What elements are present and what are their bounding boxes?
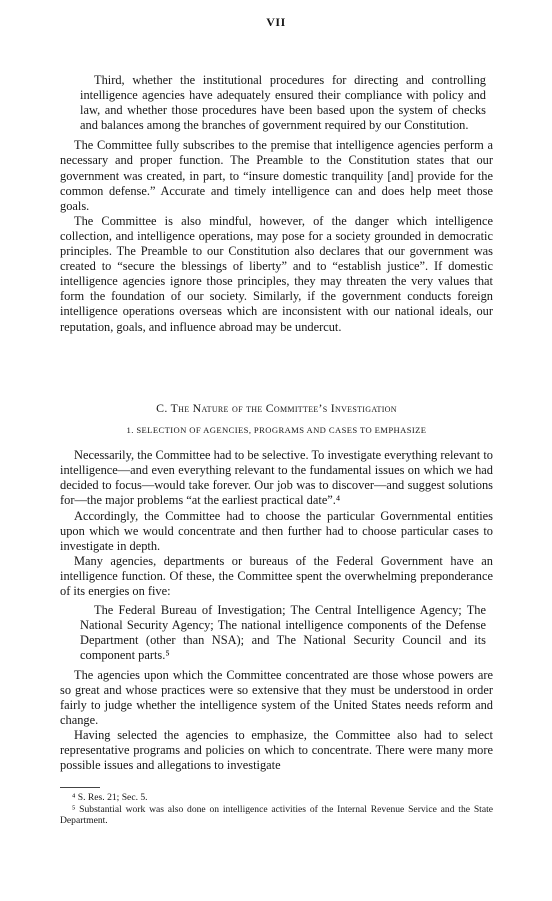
body-top [60, 73, 493, 335]
paragraph-agencies: The agencies upon which the Committee concentrated are those whose powers are so great and whose practices were so extensive that they must be understood in order fairly to judge whether the intelligence system of the United States needs reform and change. [60, 667, 493, 727]
paragraph-selective: Necessarily, the Committee had to be selective. To investigate everything relevant to intelligence—and even everything relevant to the fundamental issues on which we had decided to focus—would take forever. Our job was to discover—and suggest solutions for—the major problems “at the earliest practical date”.⁴ [60, 448, 493, 508]
footnote-4: ⁴ S. Res. 21; Sec. 5. [72, 792, 148, 804]
subsection-heading: 1. SELECTION OF AGENCIES, PROGRAMS AND CASES TO EMPHASIZE [126, 425, 427, 436]
paragraph-accordingly: Accordingly, the Committee had to choose the particular Governmental entities upon which we would concentrate and then further had to choose particular cases to investigate in depth. [60, 508, 493, 553]
quoted-agency-list [80, 603, 486, 663]
footnote-5: ⁵ Substantial work was also done on intelligence activities of the Internal Revenue Service and the State Department. [60, 803, 493, 827]
agency-list-paragraph: The Federal Bureau of Investigation; The Central Intelligence Agency; The National Security Agency; The national intelligence components of the Defense Department (other than NSA); and The National Security Council and its component parts.⁵ [80, 603, 486, 663]
paragraph-many: Many agencies, departments or bureaus of the Federal Government have an intelligence function. Of these, the Committee spent the overwhelming preponderance of its energies on five: [60, 553, 493, 599]
paragraph-premise: The Committee fully subscribes to the premise that intelligence agencies perform a necessary and proper function. The Preamble to the Constitution states that our government was created, in part, to “insure domestic tranquility [and] provide for the common defense.” Accurate and timely intelligence can and does help meet those goals. [60, 138, 493, 213]
quoted-item-third [80, 73, 486, 133]
quote-paragraph: Third, whether the institutional procedures for directing and controlling intelligence agencies have adequately ensured their compliance with policy and law, and whether those procedures have been based upon the system of checks and balances among the branches of government required by our Constitution. [80, 73, 486, 133]
section-heading: C. The Nature of the Committee’s Investigation [156, 401, 397, 415]
section-c [60, 392, 493, 827]
paragraph-danger: The Committee is also mindful, however, of the danger which intelligence collection, and intelligence operations, may pose for a society grounded in democratic principles. The Preamble to our Constitution also declares that our government was created to “secure the blessings of liberty” and to “establish justice”. If domestic intelligence agencies ignore those principles, they may threaten the very values that form the foundation of our society. Similarly, if the government conducts foreign intelligence operations overseas which are inconsistent with our national ideals, our reputation, goals, and influence abroad may be undercut. [60, 213, 493, 334]
page-number: VII [266, 15, 286, 29]
paragraph-having: Having selected the agencies to emphasize, the Committee also had to select representative programs and policies on which to concentrate. There were many more possible issues and allegations to investigate [60, 727, 493, 773]
footnote-divider [60, 787, 100, 788]
